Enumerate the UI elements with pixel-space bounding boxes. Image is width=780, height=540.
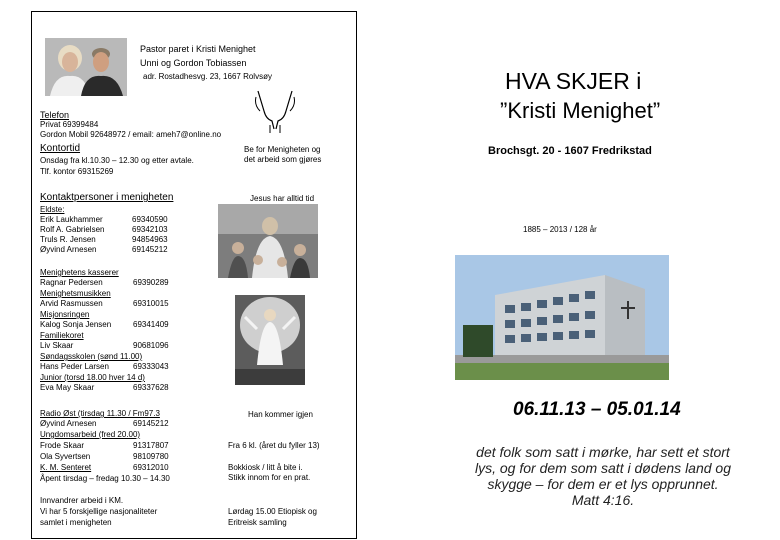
innvandrer-3: samlet i menigheten xyxy=(40,518,112,527)
list-item-phone: 69340590 xyxy=(132,215,168,224)
list-item: Øyvind Arnesen xyxy=(40,245,97,254)
jesus-tid-caption: Jesus har alltid tid xyxy=(250,194,315,203)
radio-label: Radio Øst (tirsdag 11.30 / Fm97.3 xyxy=(40,409,160,418)
sondag-phone: 69333043 xyxy=(133,362,169,371)
comes-again-caption: Han kommer igjen xyxy=(248,410,313,419)
junior-label: Junior (torsd 18.00 hver 14 d) xyxy=(40,373,145,382)
right-title-2: ”Kristi Menighet” xyxy=(500,98,661,123)
pray-text-1: Be for Menigheten og xyxy=(244,145,321,154)
church-years: 1885 – 2013 / 128 år xyxy=(523,225,597,234)
list-item-phone: 69342103 xyxy=(132,225,168,234)
bokkiosk-1: Bokkiosk / litt å bite i. xyxy=(228,463,303,472)
ungdom-phone-1: 91317807 xyxy=(133,441,169,450)
phone-private: Privat 69399484 xyxy=(40,120,99,129)
lordag-2: Eritreisk samling xyxy=(228,518,287,527)
km-senter-label: K. M. Senteret xyxy=(40,463,92,472)
list-item: Truls R. Jensen xyxy=(40,235,96,244)
pastor-names: Unni og Gordon Tobiassen xyxy=(140,58,247,68)
misjon-phone: 69341409 xyxy=(133,320,169,329)
familie-label: Familiekoret xyxy=(40,331,84,340)
radio-name: Øyvind Arnesen xyxy=(40,419,97,428)
junior-name: Eva May Skaar xyxy=(40,383,95,392)
innvandrer-2: Vi har 5 forskjellige nasjonaliteter xyxy=(40,507,158,516)
ungdom-name-1: Frode Skaar xyxy=(40,441,85,450)
kontortid-label: Kontortid xyxy=(40,143,81,154)
ungdom-phone-2: 98109780 xyxy=(133,452,169,461)
familie-name: Liv Skaar xyxy=(40,341,74,350)
ungdom-name-2: Ola Syvertsen xyxy=(40,452,91,461)
praying-hands-icon xyxy=(250,85,300,140)
innvandrer-1: Innvandrer arbeid i KM. xyxy=(40,496,124,505)
date-range: 06.11.13 – 05.01.14 xyxy=(513,399,681,420)
eldste-label: Eldste: xyxy=(40,205,65,214)
church-address: Brochsgt. 20 - 1607 Fredrikstad xyxy=(488,145,652,157)
musikk-phone: 69310015 xyxy=(133,299,169,308)
telefon-label: Telefon xyxy=(40,110,70,120)
misjon-label: Misjonsringen xyxy=(40,310,90,319)
bible-verse xyxy=(468,444,738,508)
list-item: Rolf A. Gabrielsen xyxy=(40,225,105,234)
list-item: Erik Laukhammer xyxy=(40,215,103,224)
pastor-address: adr. Rostadhesvg. 23, 1667 Rolvsøy xyxy=(143,72,272,81)
musikk-name: Arvid Rasmussen xyxy=(40,299,103,308)
kontortid-text: Onsdag fra kl.10.30 – 12.30 og etter avtale. xyxy=(40,156,194,165)
musikk-label: Menighetsmusikken xyxy=(40,289,111,298)
junior-phone: 69337628 xyxy=(133,383,169,392)
familie-phone: 90681096 xyxy=(133,341,169,350)
sondag-label: Søndagsskolen (sønd 11.00) xyxy=(40,352,143,361)
pray-text-2: det arbeid som gjøres xyxy=(244,155,322,164)
bokkiosk-2: Stikk innom for en prat. xyxy=(228,473,311,482)
lordag-1: Lørdag 15.00 Etiopisk og xyxy=(228,507,317,516)
verse-line-3: skygge – for dem er et lys opprunnet. xyxy=(487,476,719,492)
phone-gordon: Gordon Mobil 92648972 / email: ameh7@online.no xyxy=(40,130,222,139)
verse-line-2: lys, og for dem som satt i dødens land og xyxy=(474,460,731,476)
km-senter-phone: 69312010 xyxy=(133,463,169,472)
kasserer-label: Menighetens kasserer xyxy=(40,268,119,277)
aapent-hours: Åpent tirsdag – fredag 10.30 – 14.30 xyxy=(40,474,170,483)
verse-reference: Matt 4:16. xyxy=(571,492,635,508)
jesus-children-illustration xyxy=(218,204,318,283)
list-item-phone: 94854963 xyxy=(132,235,168,244)
sondag-name: Hans Peder Larsen xyxy=(40,362,109,371)
kasserer-phone: 69390289 xyxy=(133,278,169,287)
verse-line-1: det folk som satt i mørke, har sett et stort xyxy=(476,444,730,460)
ungdom-age-note: Fra 6 kl. (året du fyller 13) xyxy=(228,441,320,450)
eldste-list xyxy=(40,215,200,257)
radio-phone: 69145212 xyxy=(133,419,169,428)
pastor-couple-photo xyxy=(45,38,127,96)
list-item-phone: 69145212 xyxy=(132,245,168,254)
right-title-1: HVA SKJER i xyxy=(505,68,642,94)
kontor-phone: Tlf. kontor 69315269 xyxy=(40,167,114,176)
ungdom-label: Ungdomsarbeid (fred 20.00) xyxy=(40,430,141,439)
kontakt-label: Kontaktpersoner i menigheten xyxy=(40,192,174,203)
kasserer-name: Ragnar Pedersen xyxy=(40,278,103,287)
pastor-heading: Pastor paret i Kristi Menighet xyxy=(140,44,256,54)
misjon-name: Kalog Sonja Jensen xyxy=(40,320,112,329)
church-building-photo xyxy=(455,255,669,385)
jesus-ascension-illustration xyxy=(235,295,305,390)
